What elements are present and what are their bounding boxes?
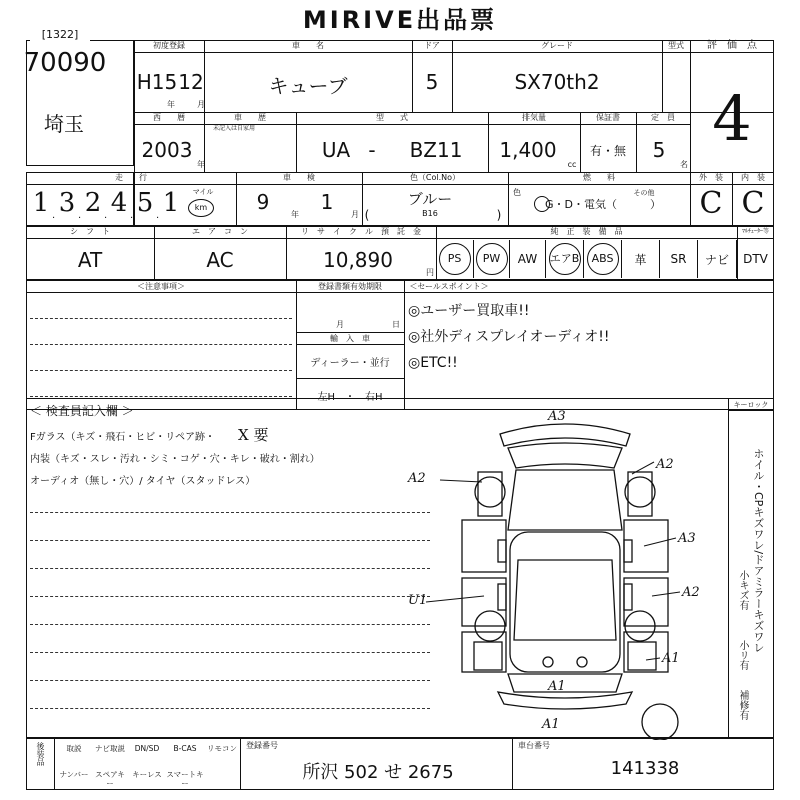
grade-label: グレード: [541, 41, 573, 50]
mileage-mile-unit: マイル: [192, 188, 214, 196]
diagram-mark-front: A3: [548, 409, 566, 424]
car-name-value: キューブ: [268, 74, 348, 98]
doors-label: ドア: [424, 41, 440, 50]
era-unit: 年: [167, 100, 175, 109]
after-equipment-item: B-CAS: [173, 744, 197, 753]
score-label: 評 価 点: [707, 40, 757, 51]
capacity-value: 5: [652, 138, 666, 162]
diagram-mark-rear: A1: [548, 679, 566, 694]
equipment-label: DTV: [743, 252, 768, 266]
model-year-sub: 未記入は自家用: [212, 125, 255, 132]
displacement-value: 1,400: [499, 138, 557, 162]
grade-value: SX70th2: [514, 70, 600, 94]
fuel-gasoline-circle: [534, 196, 550, 212]
reg-no-label: 登録番号: [246, 741, 278, 750]
side-note-wheel: ホイル・CPキズワレ/ドアミラーキズワレ: [752, 448, 765, 654]
model-code-label: 型式: [668, 41, 684, 50]
equipment-item: [474, 240, 510, 278]
mileage-digit: 1: [162, 188, 180, 218]
color-paren-close: ): [496, 208, 502, 222]
equipment-label: 純 正 装 備 品: [550, 227, 623, 236]
side-note-small-scratch: 小キズ有: [737, 570, 748, 610]
equipment-label: ABS: [587, 243, 619, 275]
after-equipment-item: ナンバー: [59, 770, 89, 779]
reg-expiry-label: 登録書類有効期限: [318, 282, 382, 291]
chassis-number: 141338: [610, 758, 680, 779]
equipment-item: [698, 240, 737, 278]
aircon-label: エ ア コ ン: [192, 227, 248, 236]
mileage-label: 走 行: [115, 173, 147, 182]
inspector-line-audio: オーディオ（無し・穴）/ タイヤ（スタッドレス）: [30, 476, 256, 487]
inspector-line-interior: 内装（キズ・スレ・汚れ・シミ・コゲ・穴・キレ・破れ・割れ）: [30, 454, 320, 465]
interior-grade: C: [741, 186, 765, 221]
side-note-small-dent: 小リ有: [737, 640, 748, 670]
recycle-unit: 円: [426, 268, 434, 277]
after-equipment-item: スマートキー: [166, 770, 204, 788]
inspector-line-glass: Fガラス（キズ・飛石・ヒビ・リペア跡・: [30, 432, 216, 443]
mileage-digit: 4: [110, 188, 128, 218]
recycle-label: リ サ イ ク ル 預 託 金: [301, 227, 421, 236]
diagram-mark-right-quarter: A1: [662, 651, 680, 666]
import-handle-options: 左H ・ 右H: [317, 392, 383, 403]
lot-bracket-number: [1322]: [30, 28, 90, 41]
registration-number: 所沢 502 せ 2675: [302, 762, 454, 783]
diagram-mark-right-rear: A2: [682, 585, 700, 600]
month-unit: 月: [197, 100, 205, 109]
recycle-value: 10,890: [323, 248, 393, 272]
equipment-label: 革: [634, 252, 647, 267]
after-equipment-item: 取説: [66, 744, 82, 753]
displacement-label: 排気量: [522, 113, 546, 122]
aircon-value: AC: [206, 248, 234, 272]
equipment-item: [546, 240, 584, 278]
car-damage-diagram: [400, 400, 730, 740]
sales-point-item: ◎社外ディスプレイオーディオ!!: [408, 329, 610, 345]
shaken-label: 車 検: [283, 173, 315, 182]
expiry-day: 日: [392, 320, 400, 329]
mileage-digit-separator: .: [78, 210, 82, 221]
diagram-mark-right-door: A3: [678, 531, 696, 546]
sales-points: [408, 298, 768, 376]
shift-value: AT: [77, 248, 103, 272]
equipment-item: [737, 240, 774, 278]
year-value: 2003: [141, 138, 193, 162]
after-equip-label: 後装品: [36, 742, 45, 766]
first-reg-label: 初度登録: [153, 41, 185, 50]
shaken-month: 1: [320, 190, 334, 214]
model-year-label: 車 歴: [234, 113, 266, 122]
equipment-label: SR: [670, 252, 687, 266]
mileage-digit-separator: .: [130, 210, 134, 221]
capacity-unit: 名: [680, 160, 688, 169]
diagram-mark-left-side: U1: [408, 593, 428, 608]
diagram-mark-right-front: A2: [656, 457, 674, 472]
after-equipment-item: キーレス: [132, 770, 162, 779]
multi-label: ﾏﾙﾁｭｰﾀｰ等: [741, 228, 769, 235]
exterior-grade: C: [699, 186, 723, 221]
interior-label: 内 装: [741, 173, 765, 182]
after-equipment-item: DN/SD: [134, 744, 160, 753]
expiry-month: 月: [336, 320, 344, 329]
model-type-dash: -: [368, 138, 376, 162]
mileage-digit: 2: [84, 188, 102, 218]
type-label: 型 式: [376, 113, 408, 122]
mileage-digit-separator: .: [52, 210, 56, 221]
equipment-label: エアB: [549, 243, 581, 275]
color-paren-open: (: [364, 208, 370, 222]
equipment-label: ナビ: [704, 252, 729, 267]
shift-label: シ フ ト: [70, 227, 110, 236]
shaken-year-unit: 年: [291, 210, 299, 219]
score-value: 4: [712, 82, 752, 155]
fuel-label: 燃 料: [583, 173, 615, 182]
equipment-item: [660, 240, 698, 278]
document-title: MIRIVE出品票: [302, 6, 498, 34]
chassis-no-label: 車台番号: [518, 741, 550, 750]
mileage-digits: [30, 188, 190, 222]
lot-number: 70090: [23, 48, 107, 78]
after-equipment-item: リモコン: [207, 744, 237, 753]
model-type-value: BZ11: [409, 138, 463, 162]
equipment-label: PW: [476, 243, 508, 275]
car-name-label: 車 名: [292, 41, 324, 50]
diagram-mark-left-front: A2: [408, 471, 426, 486]
shaken-month-unit: 月: [351, 210, 359, 219]
equipment-item: [622, 240, 660, 278]
import-label: 輸 入 車: [330, 334, 370, 343]
first-reg-month: 12: [178, 70, 204, 94]
color-value: ブルー: [407, 190, 453, 208]
after-equipment-item: スペアキー: [95, 770, 125, 788]
warranty-label: 保証書: [596, 113, 620, 122]
fuel-color-prefix: 色: [513, 188, 521, 197]
fuel-other-label: その他: [633, 189, 655, 197]
sales-point-label: ＜セールスポイント＞: [409, 282, 489, 291]
mileage-km-circle: [188, 199, 214, 217]
mileage-digit: 5: [136, 188, 154, 218]
sales-point-item: ◎ユーザー買取車!!: [408, 303, 530, 319]
after-equipment-item: ナビ取説: [95, 744, 125, 753]
doors-value: 5: [425, 70, 439, 94]
equipment-label: AW: [517, 252, 538, 266]
year-ad-label: 西 暦: [153, 113, 185, 122]
mileage-digit-separator: .: [156, 210, 160, 221]
exterior-label: 外 装: [699, 173, 723, 182]
mileage-km-unit: km: [194, 203, 208, 212]
equipment-item: [436, 240, 474, 278]
sales-point-item: ◎ETC!!: [408, 355, 458, 371]
color-code: B16: [422, 209, 438, 218]
mileage-digit: 1: [32, 188, 50, 218]
fuel-options: G・D・電気（ ）: [545, 198, 661, 211]
cc-unit: cc: [567, 160, 577, 169]
key-lock-label: キーロック: [733, 401, 769, 409]
equipment-label: PS: [439, 243, 471, 275]
mileage-digit-separator: .: [104, 210, 108, 221]
equipment-item: [584, 240, 622, 278]
first-reg-era: H15: [136, 70, 178, 94]
color-label: 色（Col.No）: [409, 173, 461, 182]
lot-prefecture: 埼玉: [44, 112, 84, 136]
inspector-label: ＜ 検査員記入欄 ＞: [30, 404, 134, 418]
side-note-repair: 補修有: [737, 690, 748, 720]
inspector-mark: X 要: [238, 426, 269, 444]
model-type-prefix: UA: [321, 138, 351, 162]
shaken-year: 9: [256, 190, 270, 214]
equipment-item: [510, 240, 546, 278]
year-unit: 年: [197, 160, 205, 169]
mileage-digit: 3: [58, 188, 76, 218]
capacity-label: 定 員: [651, 113, 675, 122]
import-dealer-options: ディーラー・並行: [310, 358, 390, 369]
diagram-mark-rear-bumper: A1: [542, 717, 560, 732]
notes-label: ＜注意事項＞: [137, 282, 185, 291]
warranty-value: 有・無: [589, 144, 626, 158]
